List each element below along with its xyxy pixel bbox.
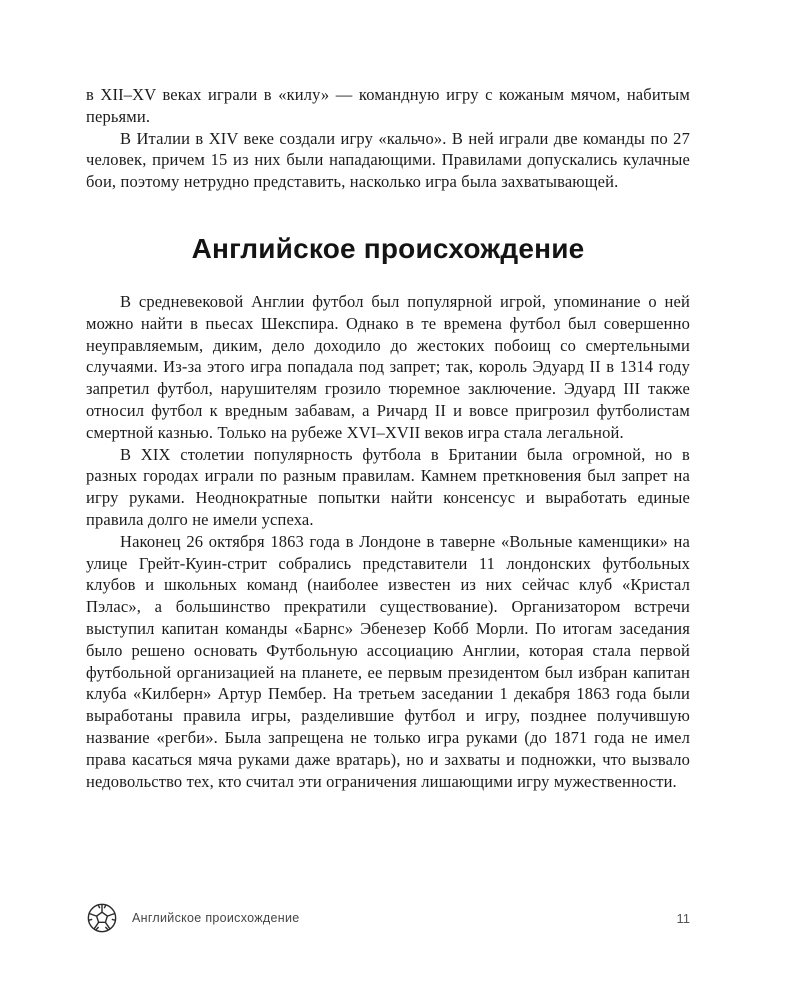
footer-chapter-label: Английское происхождение xyxy=(132,911,300,925)
page-footer xyxy=(86,902,690,934)
body-paragraph: В средневековой Англии футбол был популярной игрой, упоминание о ней можно найти в пьесах Шекспира. Однако в те времена футбол был совершенно неуправляемым, диким, дело доходило до жестоких побоищ со смертельными случаями. Из-за этого игра попадала под запрет; так, король Эдуард II в 1314 году запретил футбол, нарушителям грозило тюремное заключение. Эдуард III также относил футбол к вредным забавам, а Ричард II и вовсе пригрозил футболистам смертной казнью. Только на рубеже XVI–XVII веков игра стала легальной. xyxy=(86,291,690,442)
page-content xyxy=(86,84,690,792)
soccer-ball-icon xyxy=(86,902,118,934)
intro-paragraph: в XII–XV веках играли в «килу» — командную игру с кожаным мячом, набитым перьями. xyxy=(86,85,690,126)
body-paragraph: Наконец 26 октября 1863 года в Лондоне в таверне «Вольные каменщики» на улице Грейт-Куин-стрит собрались представители 11 лондонских футбольных клубов и школьных команд (наиболее известен из них сейчас клуб «Кристал Пэлас», а большинство прекратили существование). Организатором встречи выступил капитан команды «Барнс» Эбенезер Кобб Морли. По итогам заседания было решено основать Футбольную ассоциацию Англии, которая стала первой футбольной организацией на планете, ее первым президентом был избран капитан клуба «Килберн» Артур Пембер. На третьем заседании 1 декабря 1863 года были выработаны правила игры, разделившие футбол и игру, позднее получившую название «регби». Была запрещена не только игра руками (до 1871 года не имел права касаться мяча руками даже вратарь), но и захваты и подножки, что вызвало недовольство тех, кто считал эти ограничения лишающими игру мужественности. xyxy=(86,531,690,791)
section-heading: Английское происхождение xyxy=(191,232,585,264)
intro-paragraph: В Италии в XIV веке создали игру «кальчо». В ней играли две команды по 27 человек, причем 15 из них были нападающими. Правилами допускались кулачные бои, поэтому нетрудно представить, насколько игра была захватывающей. xyxy=(86,128,690,192)
page-number: 11 xyxy=(676,910,690,926)
body-paragraph: В XIX столетии популярность футбола в Британии была огромной, но в разных городах играли по разным правилам. Камнем преткновения был запрет на игру руками. Неоднократные попытки найти консенсус и выработать единые правила долго не имели успеха. xyxy=(86,444,690,529)
